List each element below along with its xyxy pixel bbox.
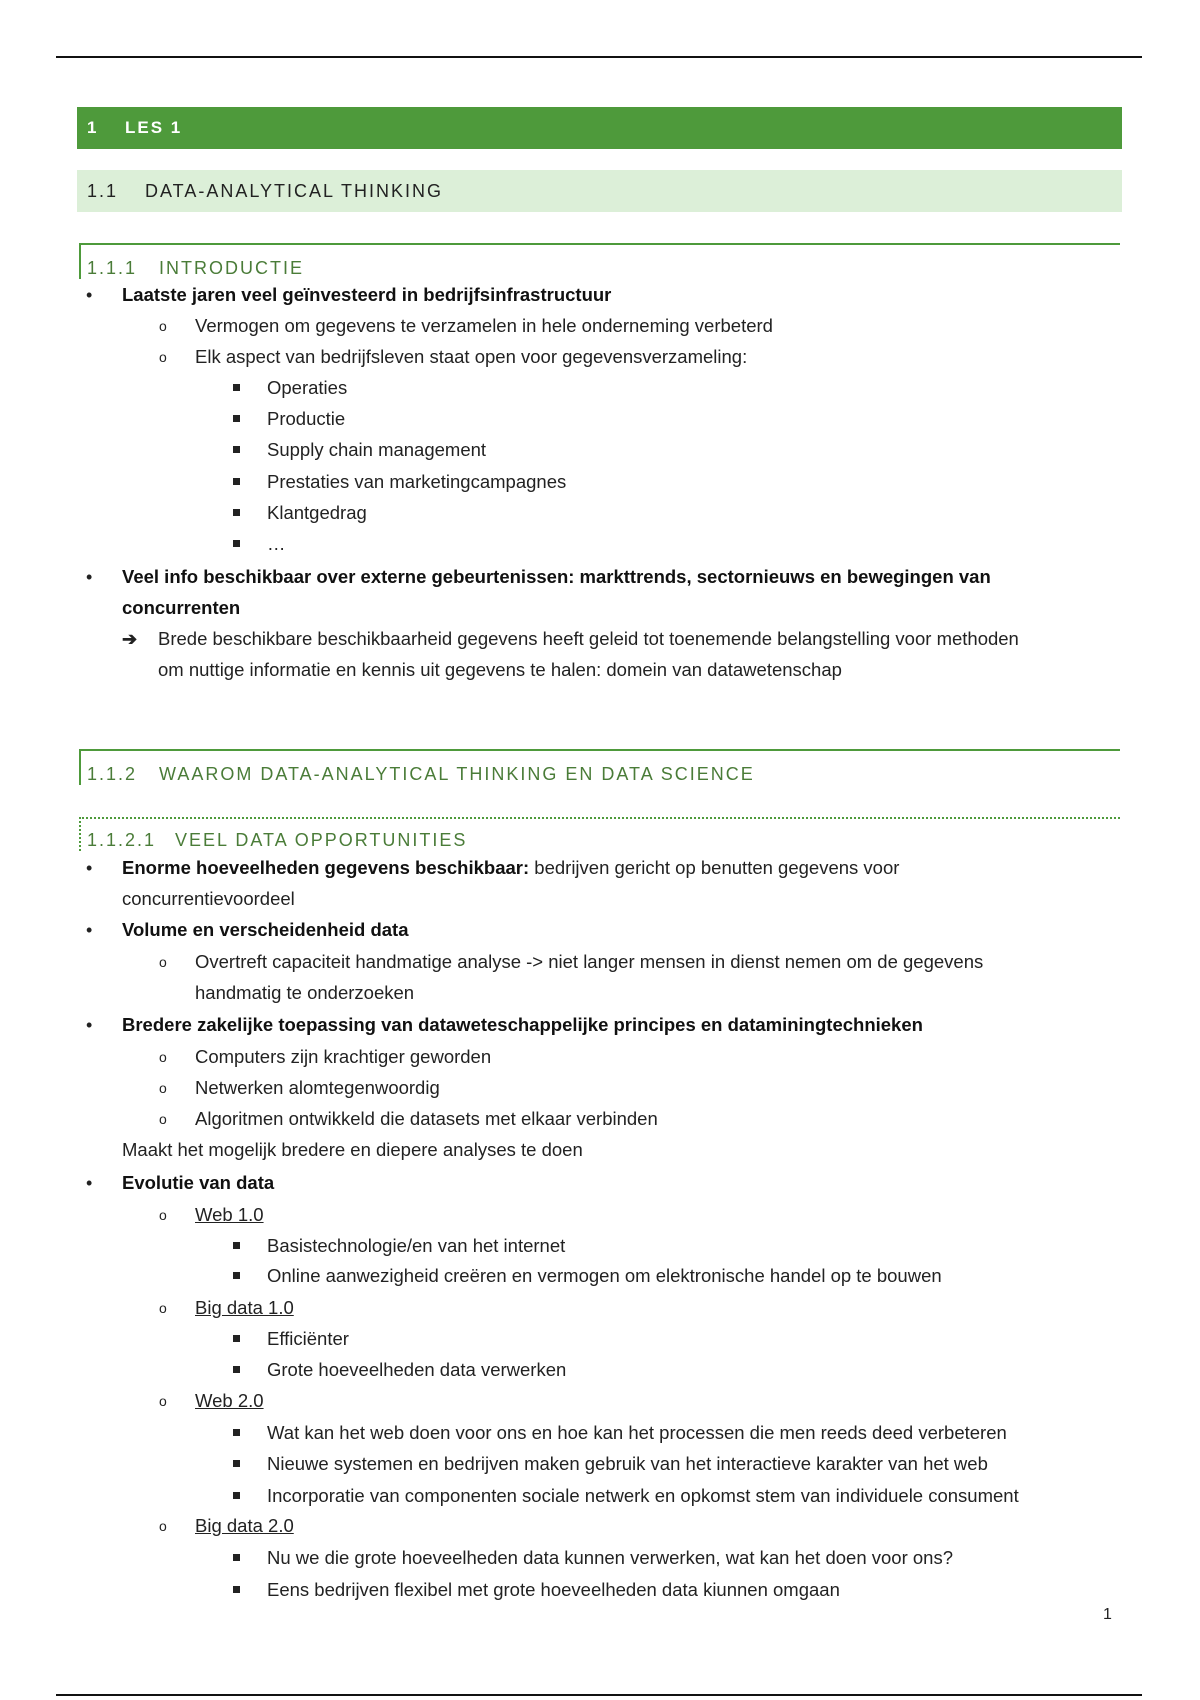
circle-bullet-icon: o [159, 1518, 167, 1534]
list-item: Netwerken alomtegenwoordig [195, 1077, 440, 1098]
square-bullet-icon [233, 1335, 240, 1342]
square-bullet-icon [233, 1586, 240, 1593]
square-bullet-icon [233, 384, 240, 391]
circle-bullet-icon: o [159, 1207, 167, 1223]
heading-4-opportunities [79, 817, 1120, 851]
list-item: Klantgedrag [267, 502, 367, 523]
list-item: Prestaties van marketingcampagnes [267, 471, 567, 492]
list-item: Eens bedrijven flexibel met grote hoeveelheden data kiunnen omgaan [267, 1579, 840, 1600]
list-item: Evolutie van data [122, 1172, 275, 1193]
list-item: Grote hoeveelheden data verwerken [267, 1359, 567, 1380]
heading-3-number: 1.1.2 [87, 764, 138, 784]
list-item: Basistechnologie/en van het internet [267, 1235, 566, 1256]
list-item: … [267, 533, 286, 554]
page-top-rule [56, 56, 1142, 58]
circle-bullet-icon: o [159, 1111, 167, 1127]
list-item: Elk aspect van bedrijfsleven staat open voor gegevensverzameling: [195, 346, 748, 367]
square-bullet-icon [233, 1242, 240, 1249]
list-item-continuation: concurrentievoordeel [122, 888, 295, 909]
list-item-text: bedrijven gericht op benutten gegevens voor [529, 857, 900, 878]
page-bottom-rule [56, 1694, 1142, 1696]
list-item-heading: Big data 2.0 [195, 1515, 294, 1536]
list-item: Online aanwezigheid creëren en vermogen om elektronische handel op te bouwen [267, 1265, 942, 1286]
square-bullet-icon [233, 1429, 240, 1436]
square-bullet-icon [233, 509, 240, 516]
heading-4-number: 1.1.2.1 [87, 830, 157, 850]
arrow-note: Brede beschikbare beschikbaarheid gegevens heeft geleid tot toenemende belangstelling voor methoden [158, 628, 1019, 649]
list-item: Laatste jaren veel geïnvesteerd in bedrijfsinfrastructuur [122, 284, 612, 305]
list-item: Supply chain management [267, 439, 487, 460]
list-note: Maakt het mogelijk bredere en diepere analyses te doen [122, 1139, 583, 1160]
arrow-note-continuation: om nuttige informatie en kennis uit gegevens te halen: domein van datawetenschap [158, 659, 842, 680]
square-bullet-icon [233, 1366, 240, 1373]
bullet-icon: • [86, 285, 93, 305]
circle-bullet-icon: o [159, 954, 167, 970]
bullet-icon: • [86, 1015, 93, 1035]
heading-4-title: VEEL DATA OPPORTUNITIES [175, 830, 468, 850]
square-bullet-icon [233, 478, 240, 485]
heading-3-introductie [79, 243, 1120, 279]
bullet-icon: • [86, 567, 93, 587]
square-bullet-icon [233, 540, 240, 547]
bullet-icon: • [86, 1173, 93, 1193]
square-bullet-icon [233, 1492, 240, 1499]
page-number: 1 [1103, 1606, 1112, 1623]
circle-bullet-icon: o [159, 349, 167, 365]
heading-2-number: 1.1 [87, 180, 119, 201]
square-bullet-icon [233, 1460, 240, 1467]
list-item: Incorporatie van componenten sociale netwerk en opkomst stem van individuele consument [267, 1485, 1019, 1506]
list-item-heading: Web 2.0 [195, 1390, 264, 1411]
list-item: Veel info beschikbaar over externe gebeurtenissen: markttrends, sectornieuws en bewegingen van [122, 566, 991, 587]
list-item-continuation: handmatig te onderzoeken [195, 982, 415, 1003]
circle-bullet-icon: o [159, 1393, 167, 1409]
square-bullet-icon [233, 446, 240, 453]
square-bullet-icon [233, 1554, 240, 1561]
list-item: Operaties [267, 377, 348, 398]
bullet-icon: • [86, 858, 93, 878]
circle-bullet-icon: o [159, 1080, 167, 1096]
list-item-heading: Big data 1.0 [195, 1297, 294, 1318]
heading-3-title: WAAROM DATA-ANALYTICAL THINKING EN DATA SCIENCE [159, 764, 755, 784]
list-item-bold: Enorme hoeveelheden gegevens beschikbaar: [122, 857, 530, 878]
list-item: Algoritmen ontwikkeld die datasets met elkaar verbinden [195, 1108, 658, 1129]
heading-1-title: LES 1 [125, 118, 183, 137]
circle-bullet-icon: o [159, 1300, 167, 1316]
list-item: Nieuwe systemen en bedrijven maken gebruik van het interactieve karakter van het web [267, 1453, 988, 1474]
heading-1-number: 1 [87, 118, 99, 137]
list-item-continuation: concurrenten [122, 597, 241, 618]
heading-1 [77, 107, 1122, 149]
list-item: Computers zijn krachtiger geworden [195, 1046, 492, 1067]
list-item: Bredere zakelijke toepassing van dataweteschappelijke principes en dataminingtechnieken [122, 1014, 923, 1035]
list-item: Vermogen om gegevens te verzamelen in hele onderneming verbeterd [195, 315, 773, 336]
arrow-right-icon: ➔ [122, 629, 138, 649]
list-item-heading: Web 1.0 [195, 1204, 264, 1225]
list-item: Wat kan het web doen voor ons en hoe kan het processen die men reeds deed verbeteren [267, 1422, 1007, 1443]
list-item: Nu we die grote hoeveelheden data kunnen verwerken, wat kan het doen voor ons? [267, 1547, 953, 1568]
list-item: Efficiënter [267, 1328, 349, 1349]
list-item: Productie [267, 408, 346, 429]
heading-2 [77, 170, 1122, 212]
heading-3-waarom [79, 749, 1120, 785]
list-item [122, 857, 899, 879]
circle-bullet-icon: o [159, 318, 167, 334]
bullet-icon: • [86, 920, 93, 940]
circle-bullet-icon: o [159, 1049, 167, 1065]
square-bullet-icon [233, 1272, 240, 1279]
heading-3-number: 1.1.1 [87, 258, 138, 278]
heading-3-title: INTRODUCTIE [159, 258, 304, 278]
heading-2-title: DATA-ANALYTICAL THINKING [145, 180, 444, 201]
list-item: Overtreft capaciteit handmatige analyse -> niet langer mensen in dienst nemen om de gegevens [195, 951, 984, 972]
square-bullet-icon [233, 415, 240, 422]
list-item: Volume en verscheidenheid data [122, 919, 409, 940]
